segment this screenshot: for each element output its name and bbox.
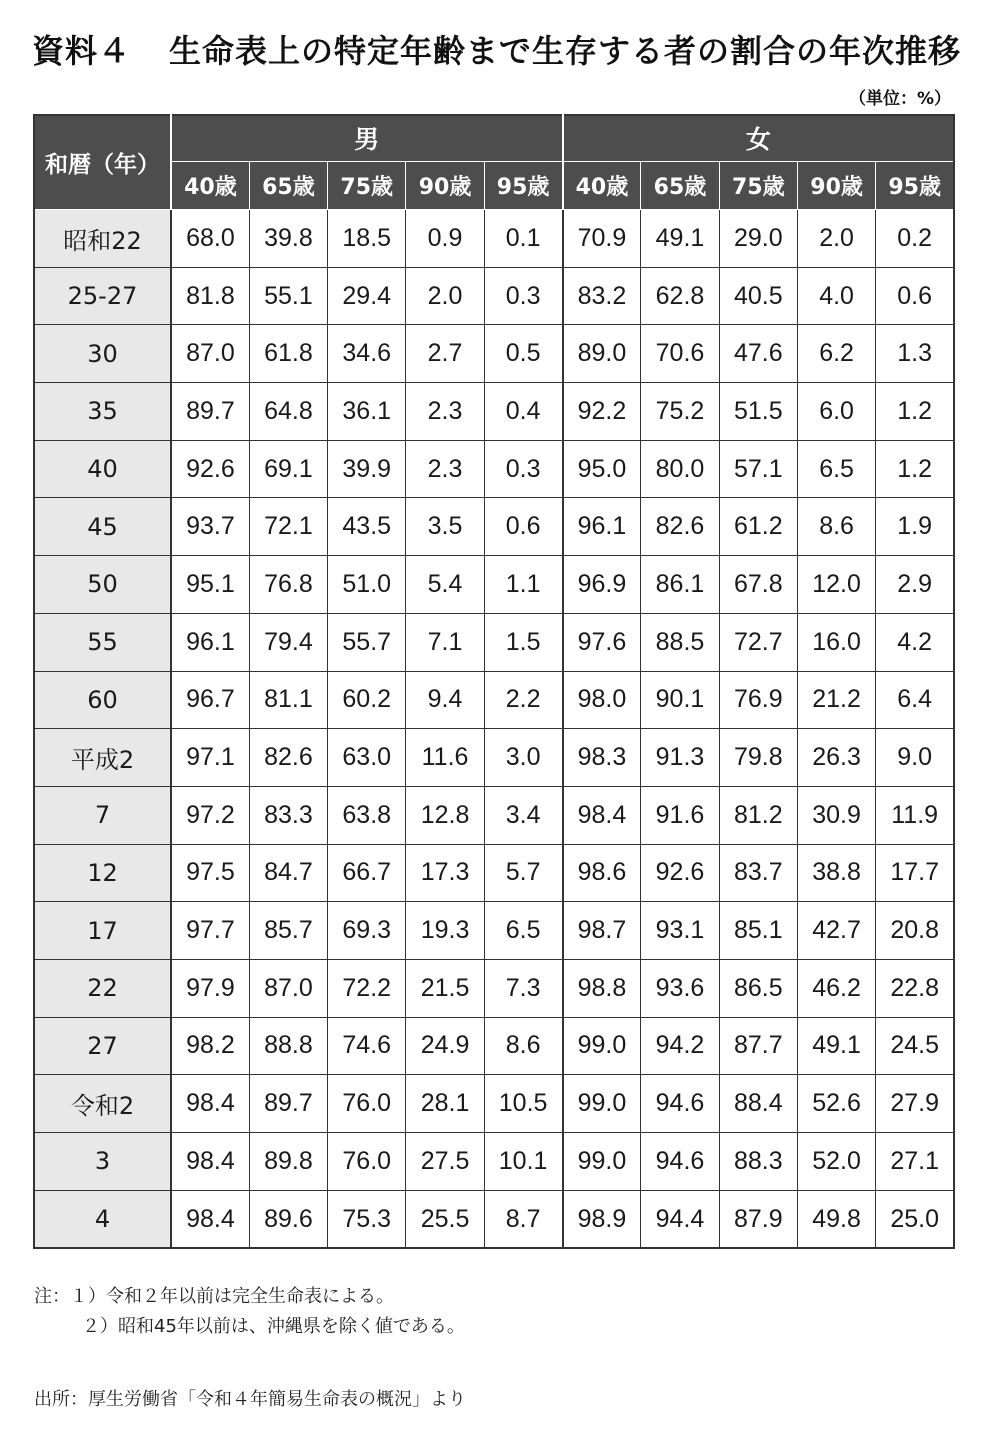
male-value-cell: 0.3: [484, 267, 562, 325]
female-value-cell: 12.0: [797, 556, 875, 614]
table-row: [34, 1190, 954, 1248]
female-value-cell: 96.1: [563, 498, 641, 556]
female-value-cell: 92.2: [563, 383, 641, 441]
male-value-cell: 8.6: [484, 1017, 562, 1075]
female-value-cell: 25.0: [876, 1190, 954, 1248]
male-value-cell: 2.3: [406, 440, 484, 498]
female-value-cell: 6.4: [876, 671, 954, 729]
male-value-cell: 95.1: [171, 556, 249, 614]
male-value-cell: 36.1: [328, 383, 406, 441]
year-cell: 60: [34, 671, 171, 729]
male-value-cell: 87.0: [171, 325, 249, 383]
female-value-cell: 52.6: [797, 1075, 875, 1133]
female-value-cell: 94.6: [641, 1075, 719, 1133]
male-value-cell: 69.3: [328, 902, 406, 960]
female-value-cell: 47.6: [719, 325, 797, 383]
female-value-cell: 99.0: [563, 1017, 641, 1075]
year-cell: 30: [34, 325, 171, 383]
female-value-cell: 26.3: [797, 729, 875, 787]
female-value-cell: 0.6: [876, 267, 954, 325]
male-value-cell: 72.2: [328, 959, 406, 1017]
female-value-cell: 91.6: [641, 786, 719, 844]
female-value-cell: 46.2: [797, 959, 875, 1017]
female-value-cell: 97.6: [563, 613, 641, 671]
female-value-cell: 89.0: [563, 325, 641, 383]
age-header: 90歳: [797, 161, 875, 209]
year-cell: 4: [34, 1190, 171, 1248]
male-value-cell: 75.3: [328, 1190, 406, 1248]
male-value-cell: 25.5: [406, 1190, 484, 1248]
female-value-cell: 61.2: [719, 498, 797, 556]
female-value-cell: 83.7: [719, 844, 797, 902]
male-value-cell: 81.8: [171, 267, 249, 325]
female-value-cell: 99.0: [563, 1075, 641, 1133]
female-value-cell: 21.2: [797, 671, 875, 729]
female-value-cell: 82.6: [641, 498, 719, 556]
male-value-cell: 17.3: [406, 844, 484, 902]
male-value-cell: 3.0: [484, 729, 562, 787]
female-value-cell: 81.2: [719, 786, 797, 844]
male-value-cell: 89.7: [249, 1075, 327, 1133]
female-value-cell: 30.9: [797, 786, 875, 844]
female-value-cell: 99.0: [563, 1133, 641, 1191]
female-value-cell: 27.1: [876, 1133, 954, 1191]
male-value-cell: 60.2: [328, 671, 406, 729]
female-value-cell: 24.5: [876, 1017, 954, 1075]
female-value-cell: 1.2: [876, 383, 954, 441]
male-value-cell: 5.7: [484, 844, 562, 902]
male-group-header: 男: [171, 115, 563, 161]
male-value-cell: 8.7: [484, 1190, 562, 1248]
male-value-cell: 10.5: [484, 1075, 562, 1133]
female-value-cell: 4.0: [797, 267, 875, 325]
age-header: 95歳: [876, 161, 954, 209]
male-value-cell: 3.5: [406, 498, 484, 556]
age-header: 90歳: [406, 161, 484, 209]
female-value-cell: 2.9: [876, 556, 954, 614]
female-value-cell: 9.0: [876, 729, 954, 787]
male-value-cell: 2.3: [406, 383, 484, 441]
female-value-cell: 52.0: [797, 1133, 875, 1191]
male-value-cell: 10.1: [484, 1133, 562, 1191]
female-value-cell: 98.0: [563, 671, 641, 729]
table-row: [34, 1075, 954, 1133]
female-value-cell: 76.9: [719, 671, 797, 729]
male-value-cell: 96.1: [171, 613, 249, 671]
female-value-cell: 49.1: [641, 210, 719, 268]
female-value-cell: 16.0: [797, 613, 875, 671]
age-header: 40歳: [171, 161, 249, 209]
female-value-cell: 85.1: [719, 902, 797, 960]
table-row: [34, 613, 954, 671]
female-value-cell: 20.8: [876, 902, 954, 960]
female-value-cell: 88.4: [719, 1075, 797, 1133]
male-value-cell: 2.7: [406, 325, 484, 383]
female-value-cell: 1.3: [876, 325, 954, 383]
male-value-cell: 97.5: [171, 844, 249, 902]
year-cell: 17: [34, 902, 171, 960]
female-value-cell: 70.6: [641, 325, 719, 383]
male-value-cell: 43.5: [328, 498, 406, 556]
table-row: [34, 383, 954, 441]
male-value-cell: 0.1: [484, 210, 562, 268]
year-cell: 55: [34, 613, 171, 671]
age-header: 40歳: [563, 161, 641, 209]
page-title: [32, 26, 962, 72]
male-value-cell: 0.3: [484, 440, 562, 498]
female-value-cell: 75.2: [641, 383, 719, 441]
female-value-cell: 1.2: [876, 440, 954, 498]
male-value-cell: 39.8: [249, 210, 327, 268]
male-value-cell: 61.8: [249, 325, 327, 383]
title-label: 資料４: [32, 32, 132, 70]
male-value-cell: 12.8: [406, 786, 484, 844]
age-header: 65歳: [249, 161, 327, 209]
female-group-header: 女: [563, 115, 955, 161]
table-row: [34, 729, 954, 787]
male-value-cell: 51.0: [328, 556, 406, 614]
female-value-cell: 94.4: [641, 1190, 719, 1248]
table-row: [34, 556, 954, 614]
male-value-cell: 55.7: [328, 613, 406, 671]
female-value-cell: 42.7: [797, 902, 875, 960]
table-body: [34, 210, 954, 1249]
age-header: 75歳: [328, 161, 406, 209]
male-value-cell: 66.7: [328, 844, 406, 902]
male-value-cell: 69.1: [249, 440, 327, 498]
female-value-cell: 62.8: [641, 267, 719, 325]
male-value-cell: 72.1: [249, 498, 327, 556]
table-header-row-groups: [34, 115, 954, 161]
table-row: [34, 844, 954, 902]
male-value-cell: 89.6: [249, 1190, 327, 1248]
female-value-cell: 49.1: [797, 1017, 875, 1075]
table-row: [34, 498, 954, 556]
table-row: [34, 267, 954, 325]
male-value-cell: 19.3: [406, 902, 484, 960]
female-value-cell: 86.5: [719, 959, 797, 1017]
female-value-cell: 98.3: [563, 729, 641, 787]
male-value-cell: 98.4: [171, 1190, 249, 1248]
table-row: [34, 210, 954, 268]
male-value-cell: 97.2: [171, 786, 249, 844]
male-value-cell: 68.0: [171, 210, 249, 268]
female-value-cell: 1.9: [876, 498, 954, 556]
male-value-cell: 29.4: [328, 267, 406, 325]
male-value-cell: 0.9: [406, 210, 484, 268]
female-value-cell: 94.6: [641, 1133, 719, 1191]
male-value-cell: 92.6: [171, 440, 249, 498]
male-value-cell: 39.9: [328, 440, 406, 498]
year-cell: 3: [34, 1133, 171, 1191]
female-value-cell: 80.0: [641, 440, 719, 498]
female-value-cell: 79.8: [719, 729, 797, 787]
male-value-cell: 97.1: [171, 729, 249, 787]
year-cell: 22: [34, 959, 171, 1017]
female-value-cell: 27.9: [876, 1075, 954, 1133]
male-value-cell: 27.5: [406, 1133, 484, 1191]
female-value-cell: 38.8: [797, 844, 875, 902]
male-value-cell: 2.2: [484, 671, 562, 729]
male-value-cell: 64.8: [249, 383, 327, 441]
male-value-cell: 0.4: [484, 383, 562, 441]
female-value-cell: 40.5: [719, 267, 797, 325]
male-value-cell: 74.6: [328, 1017, 406, 1075]
male-value-cell: 1.5: [484, 613, 562, 671]
table-row: [34, 902, 954, 960]
table-row: [34, 1133, 954, 1191]
female-value-cell: 0.2: [876, 210, 954, 268]
unit-label: （単位：%）: [848, 89, 951, 109]
male-value-cell: 21.5: [406, 959, 484, 1017]
female-value-cell: 98.9: [563, 1190, 641, 1248]
table-row: [34, 325, 954, 383]
female-value-cell: 86.1: [641, 556, 719, 614]
year-cell: 7: [34, 786, 171, 844]
male-value-cell: 28.1: [406, 1075, 484, 1133]
male-value-cell: 6.5: [484, 902, 562, 960]
female-value-cell: 17.7: [876, 844, 954, 902]
female-value-cell: 93.1: [641, 902, 719, 960]
age-header: 95歳: [484, 161, 562, 209]
female-value-cell: 29.0: [719, 210, 797, 268]
note-line: ２）昭和45年以前は、沖縄県を除く値である。: [82, 1316, 465, 1337]
male-value-cell: 63.8: [328, 786, 406, 844]
female-value-cell: 88.3: [719, 1133, 797, 1191]
male-value-cell: 3.4: [484, 786, 562, 844]
male-value-cell: 98.4: [171, 1133, 249, 1191]
female-value-cell: 90.1: [641, 671, 719, 729]
year-cell: 25-27: [34, 267, 171, 325]
corner-header: 和暦（年）: [34, 115, 171, 210]
table-row: [34, 440, 954, 498]
table-row: [34, 959, 954, 1017]
female-value-cell: 6.5: [797, 440, 875, 498]
table-row: [34, 1017, 954, 1075]
male-value-cell: 89.8: [249, 1133, 327, 1191]
year-cell: 12: [34, 844, 171, 902]
male-value-cell: 84.7: [249, 844, 327, 902]
male-value-cell: 79.4: [249, 613, 327, 671]
female-value-cell: 93.6: [641, 959, 719, 1017]
male-value-cell: 63.0: [328, 729, 406, 787]
female-value-cell: 72.7: [719, 613, 797, 671]
female-value-cell: 87.9: [719, 1190, 797, 1248]
male-value-cell: 5.4: [406, 556, 484, 614]
year-cell: 27: [34, 1017, 171, 1075]
male-value-cell: 96.7: [171, 671, 249, 729]
year-cell: 平成2: [34, 729, 171, 787]
female-value-cell: 70.9: [563, 210, 641, 268]
male-value-cell: 98.2: [171, 1017, 249, 1075]
female-value-cell: 98.6: [563, 844, 641, 902]
female-value-cell: 83.2: [563, 267, 641, 325]
male-value-cell: 98.4: [171, 1075, 249, 1133]
female-value-cell: 6.2: [797, 325, 875, 383]
female-value-cell: 98.7: [563, 902, 641, 960]
year-cell: 昭和22: [34, 210, 171, 268]
male-value-cell: 7.3: [484, 959, 562, 1017]
year-cell: 50: [34, 556, 171, 614]
female-value-cell: 95.0: [563, 440, 641, 498]
male-value-cell: 93.7: [171, 498, 249, 556]
female-value-cell: 22.8: [876, 959, 954, 1017]
male-value-cell: 18.5: [328, 210, 406, 268]
male-value-cell: 0.5: [484, 325, 562, 383]
female-value-cell: 49.8: [797, 1190, 875, 1248]
notes: [34, 1282, 465, 1342]
age-header: 65歳: [641, 161, 719, 209]
source-citation: 出所：厚生労働省「令和４年簡易生命表の概況」より: [34, 1389, 466, 1410]
male-value-cell: 0.6: [484, 498, 562, 556]
male-value-cell: 97.9: [171, 959, 249, 1017]
male-value-cell: 89.7: [171, 383, 249, 441]
note-line: 注：１）令和２年以前は完全生命表による。: [34, 1286, 394, 1307]
age-header: 75歳: [719, 161, 797, 209]
male-value-cell: 1.1: [484, 556, 562, 614]
year-cell: 令和2: [34, 1075, 171, 1133]
year-cell: 45: [34, 498, 171, 556]
male-value-cell: 88.8: [249, 1017, 327, 1075]
male-value-cell: 81.1: [249, 671, 327, 729]
female-value-cell: 94.2: [641, 1017, 719, 1075]
male-value-cell: 2.0: [406, 267, 484, 325]
female-value-cell: 96.9: [563, 556, 641, 614]
female-value-cell: 6.0: [797, 383, 875, 441]
male-value-cell: 9.4: [406, 671, 484, 729]
title-text: 生命表上の特定年齢まで生存する者の割合の年次推移: [169, 32, 962, 70]
female-value-cell: 92.6: [641, 844, 719, 902]
female-value-cell: 8.6: [797, 498, 875, 556]
male-value-cell: 87.0: [249, 959, 327, 1017]
male-value-cell: 24.9: [406, 1017, 484, 1075]
male-value-cell: 7.1: [406, 613, 484, 671]
male-value-cell: 76.0: [328, 1133, 406, 1191]
female-value-cell: 4.2: [876, 613, 954, 671]
year-cell: 35: [34, 383, 171, 441]
survival-rate-table: [33, 114, 955, 1249]
female-value-cell: 88.5: [641, 613, 719, 671]
male-value-cell: 76.8: [249, 556, 327, 614]
female-value-cell: 98.4: [563, 786, 641, 844]
table-header-row-ages: [34, 161, 954, 209]
table-row: [34, 671, 954, 729]
male-value-cell: 34.6: [328, 325, 406, 383]
female-value-cell: 51.5: [719, 383, 797, 441]
year-cell: 40: [34, 440, 171, 498]
female-value-cell: 57.1: [719, 440, 797, 498]
female-value-cell: 87.7: [719, 1017, 797, 1075]
male-value-cell: 76.0: [328, 1075, 406, 1133]
table-row: [34, 786, 954, 844]
male-value-cell: 82.6: [249, 729, 327, 787]
male-value-cell: 83.3: [249, 786, 327, 844]
male-value-cell: 55.1: [249, 267, 327, 325]
female-value-cell: 11.9: [876, 786, 954, 844]
male-value-cell: 97.7: [171, 902, 249, 960]
female-value-cell: 98.8: [563, 959, 641, 1017]
male-value-cell: 85.7: [249, 902, 327, 960]
female-value-cell: 91.3: [641, 729, 719, 787]
male-value-cell: 11.6: [406, 729, 484, 787]
female-value-cell: 2.0: [797, 210, 875, 268]
female-value-cell: 67.8: [719, 556, 797, 614]
